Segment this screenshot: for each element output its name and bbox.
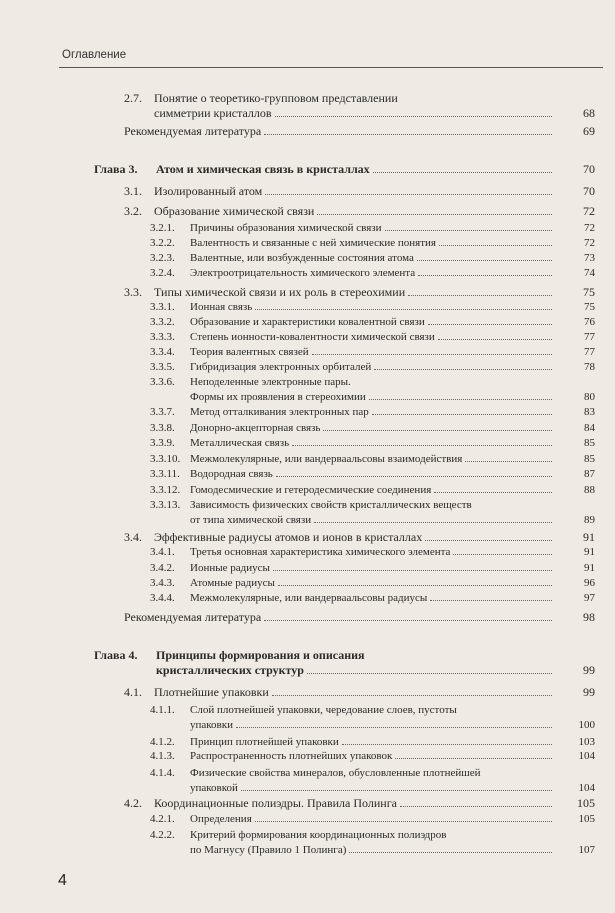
toc-entry-number: 4.1.4. xyxy=(150,767,175,779)
toc-entry-title: Гомодесмические и гетеродесмические соединения xyxy=(190,484,432,496)
toc-dot-leader xyxy=(434,492,552,493)
toc-page-number: 87 xyxy=(584,468,595,480)
toc-dot-leader xyxy=(275,116,552,117)
toc-entry-title: Причины образования химической связи xyxy=(190,222,382,234)
toc-entry-number: 4.2.1. xyxy=(150,813,175,825)
toc-page-number: 74 xyxy=(584,267,595,279)
toc-entry-title: симметрии кристаллов xyxy=(154,106,272,120)
toc-page-number: 99 xyxy=(583,685,595,699)
toc-entry-number: 3.4.2. xyxy=(150,562,175,574)
toc-page-number: 72 xyxy=(583,204,595,218)
toc-entry-number: 4.2. xyxy=(124,796,142,810)
toc-entry-number: 4.1.3. xyxy=(150,750,175,762)
toc-page-number: 96 xyxy=(584,577,595,589)
toc-entry-title: Донорно-акцепторная связь xyxy=(190,422,321,434)
toc-entry-title: Ионная связь xyxy=(190,301,253,313)
toc-entry-number: 3.4.3. xyxy=(150,577,175,589)
toc-entry-title: Координационные полиэдры. Правила Полинга xyxy=(154,796,397,810)
toc-entry-title: Межмолекулярные, или вандерваальсовы радиусы xyxy=(190,592,428,604)
toc-dot-leader xyxy=(373,172,552,173)
toc-entry-number: 3.2. xyxy=(124,204,142,218)
toc-page-number: 77 xyxy=(584,346,595,358)
toc-page-number: 83 xyxy=(584,406,595,418)
toc-entry-number: 3.3.10. xyxy=(150,453,181,465)
toc-dot-leader xyxy=(374,369,552,370)
toc-page-number: 97 xyxy=(584,592,595,604)
toc-entry-number: 3.3.11. xyxy=(150,468,180,480)
toc-entry-title: Физические свойства минералов, обусловленные плотнейшей xyxy=(190,767,481,779)
toc-page-number: 89 xyxy=(584,514,595,526)
toc-dot-leader xyxy=(276,476,552,477)
toc-page-number: 107 xyxy=(578,844,595,856)
toc-dot-leader xyxy=(369,399,552,400)
toc-entry-title: по Магнусу (Правило 1 Полинга) xyxy=(190,844,347,856)
toc-page-number: 80 xyxy=(584,391,595,403)
toc-entry-number: 3.3.8. xyxy=(150,422,175,434)
page-number: 4 xyxy=(58,872,67,889)
toc-dot-leader xyxy=(430,600,552,601)
toc-page-number: 105 xyxy=(577,796,595,810)
toc-page-number: 88 xyxy=(584,484,595,496)
toc-page-number: 72 xyxy=(584,237,595,249)
toc-dot-leader xyxy=(272,695,552,696)
toc-entry-number: 3.3.1. xyxy=(150,301,175,313)
toc-dot-leader xyxy=(292,445,552,446)
toc-entry-number: 3.3.7. xyxy=(150,406,175,418)
toc-entry-number: 3.3.6. xyxy=(150,376,175,388)
toc-entry-title: Принцип плотнейшей упаковки xyxy=(190,736,339,748)
toc-dot-leader xyxy=(317,214,552,215)
toc-entry-title: Ионные радиусы xyxy=(190,562,270,574)
toc-entry-title: Образование и характеристики ковалентной связи xyxy=(190,316,425,328)
toc-page-number: 73 xyxy=(584,252,595,264)
toc-entry-number: 3.3.5. xyxy=(150,361,175,373)
toc-entry-number: 4.1.2. xyxy=(150,736,175,748)
toc-dot-leader xyxy=(278,585,552,586)
toc-page-number: 85 xyxy=(584,453,595,465)
toc-entry-title: Распространенность плотнейших упаковок xyxy=(190,750,393,762)
toc-entry-title: Зависимость физических свойств кристаллических веществ xyxy=(190,499,472,511)
toc-entry-title: Третья основная характеристика химического элемента xyxy=(190,546,451,558)
toc-entry-title: Атом и химическая связь в кристаллах xyxy=(156,162,370,176)
toc-dot-leader xyxy=(264,620,552,621)
toc-page-number: 98 xyxy=(583,610,595,624)
toc-dot-leader xyxy=(408,295,552,296)
toc-dot-leader xyxy=(265,194,552,195)
toc-entry-title: Формы их проявления в стереохимии xyxy=(190,391,366,403)
toc-entry-number: 3.4.1. xyxy=(150,546,175,558)
toc-page-number: 76 xyxy=(584,316,595,328)
toc-entry-title: Плотнейшие упаковки xyxy=(154,685,269,699)
toc-dot-leader xyxy=(372,414,552,415)
toc-page-number: 72 xyxy=(584,222,595,234)
toc-entry-title: Образование химической связи xyxy=(154,204,315,218)
toc-dot-leader xyxy=(453,554,552,555)
toc-entry-title: Атомные радиусы xyxy=(190,577,275,589)
toc-entry-number: 3.3.2. xyxy=(150,316,175,328)
toc-entry-title: Типы химической связи и их роль в стереохимии xyxy=(154,285,406,299)
toc-page-number: 78 xyxy=(584,361,595,373)
toc-entry-title: Электроотрицательность химического элемента xyxy=(190,267,416,279)
toc-entry-title: Теория валентных связей xyxy=(190,346,309,358)
toc-page-number: 91 xyxy=(584,562,595,574)
toc-page-number: 69 xyxy=(583,124,595,138)
toc-entry-number: 3.3.9. xyxy=(150,437,175,449)
toc-entry-number: 4.1. xyxy=(124,685,142,699)
toc-dot-leader xyxy=(323,430,552,431)
toc-entry-title: Валентность и связанные с ней химические понятия xyxy=(190,237,436,249)
toc-entry-title: упаковкой xyxy=(190,782,238,794)
toc-entry-number: 3.3.13. xyxy=(150,499,181,511)
toc-page-number: 91 xyxy=(583,530,595,544)
toc-dot-leader xyxy=(312,354,552,355)
toc-entry-number: 3.3.12. xyxy=(150,484,181,496)
toc-entry-number: 3.2.3. xyxy=(150,252,175,264)
toc-page-number: 75 xyxy=(583,285,595,299)
toc-entry-title: кристаллических структур xyxy=(156,663,304,677)
toc-entry-number: 3.4. xyxy=(124,530,142,544)
toc-page-number: 70 xyxy=(583,184,595,198)
toc-entry-number: Глава 3. xyxy=(94,162,138,176)
toc-entry-number: 3.2.2. xyxy=(150,237,175,249)
toc-entry-title: Валентные, или возбужденные состояния атома xyxy=(190,252,414,264)
toc-page-number: 84 xyxy=(584,422,595,434)
toc-dot-leader xyxy=(400,806,552,807)
toc-dot-leader xyxy=(395,758,552,759)
toc-entry-title: Водородная связь xyxy=(190,468,273,480)
toc-dot-leader xyxy=(236,727,552,728)
toc-entry-number: 3.3.3. xyxy=(150,331,175,343)
toc-entry-title: Межмолекулярные, или вандерваальсовы взаимодействия xyxy=(190,453,463,465)
toc-entry-number: 4.2.2. xyxy=(150,829,175,841)
toc-dot-leader xyxy=(264,134,552,135)
toc-entry-number: 3.4.4. xyxy=(150,592,175,604)
toc-dot-leader xyxy=(314,522,552,523)
toc-entry-title: Слой плотнейшей упаковки, чередование слоев, пустоты xyxy=(190,704,457,716)
toc-dot-leader xyxy=(385,230,552,231)
toc-page-number: 99 xyxy=(583,663,595,677)
toc-entry-number: 3.2.1. xyxy=(150,222,175,234)
toc-page-number: 103 xyxy=(578,736,595,748)
toc-dot-leader xyxy=(425,540,552,541)
toc-dot-leader xyxy=(438,339,552,340)
toc-dot-leader xyxy=(439,245,552,246)
toc-entry-title: упаковки xyxy=(190,719,233,731)
toc-page-number: 100 xyxy=(578,719,595,731)
toc-entry-title: от типа химической связи xyxy=(190,514,312,526)
toc-entry-number: 3.2.4. xyxy=(150,267,175,279)
toc-dot-leader xyxy=(417,260,552,261)
toc-entry-title: Гибридизация электронных орбиталей xyxy=(190,361,372,373)
toc-page-number: 85 xyxy=(584,437,595,449)
toc-page-number: 104 xyxy=(578,782,595,794)
toc-dot-leader xyxy=(307,673,552,674)
toc-page-number: 68 xyxy=(583,106,595,120)
toc-page-number: 104 xyxy=(578,750,595,762)
toc-entry-number: 3.1. xyxy=(124,184,142,198)
toc-entry-number: Глава 4. xyxy=(94,648,138,662)
toc-entry-title: Изолированный атом xyxy=(154,184,263,198)
toc-dot-leader xyxy=(418,275,552,276)
toc-page-number: 70 xyxy=(583,162,595,176)
toc-dot-leader xyxy=(349,852,552,853)
toc-entry-title: Степень ионности-ковалентности химической связи xyxy=(190,331,435,343)
toc-dot-leader xyxy=(241,790,552,791)
toc-entry-number: 3.3.4. xyxy=(150,346,175,358)
toc-dot-leader xyxy=(273,570,552,571)
toc-entry-title: Неподеленные электронные пары. xyxy=(190,376,351,388)
toc-entry-number: 3.3. xyxy=(124,285,142,299)
toc-entry-number: 4.1.1. xyxy=(150,704,175,716)
toc-page-number: 77 xyxy=(584,331,595,343)
toc-dot-leader xyxy=(342,744,552,745)
toc-entry-title: Метод отталкивания электронных пар xyxy=(190,406,369,418)
toc-dot-leader xyxy=(255,821,552,822)
toc-page-number: 75 xyxy=(584,301,595,313)
toc-page-number: 91 xyxy=(584,546,595,558)
toc-entry-title: Металлическая связь xyxy=(190,437,290,449)
toc-entry-title: Рекомендуемая литература xyxy=(124,124,262,138)
toc-entry-number: 2.7. xyxy=(124,91,142,105)
toc-entry-title: Критерий формирования координационных полиэдров xyxy=(190,829,447,841)
toc-dot-leader xyxy=(255,309,552,310)
toc-page-number: 105 xyxy=(578,813,595,825)
toc-entry-title: Эффективные радиусы атомов и ионов в кристаллах xyxy=(154,530,423,544)
toc-entry-title: Рекомендуемая литература xyxy=(124,610,262,624)
toc-dot-leader xyxy=(428,324,552,325)
toc-entry-title: Понятие о теоретико-групповом представлении xyxy=(154,91,398,105)
toc-entry-title: Принципы формирования и описания xyxy=(156,648,365,662)
toc-entry-title: Определения xyxy=(190,813,252,825)
toc-dot-leader xyxy=(465,461,552,462)
running-header: Оглавление xyxy=(62,49,127,61)
